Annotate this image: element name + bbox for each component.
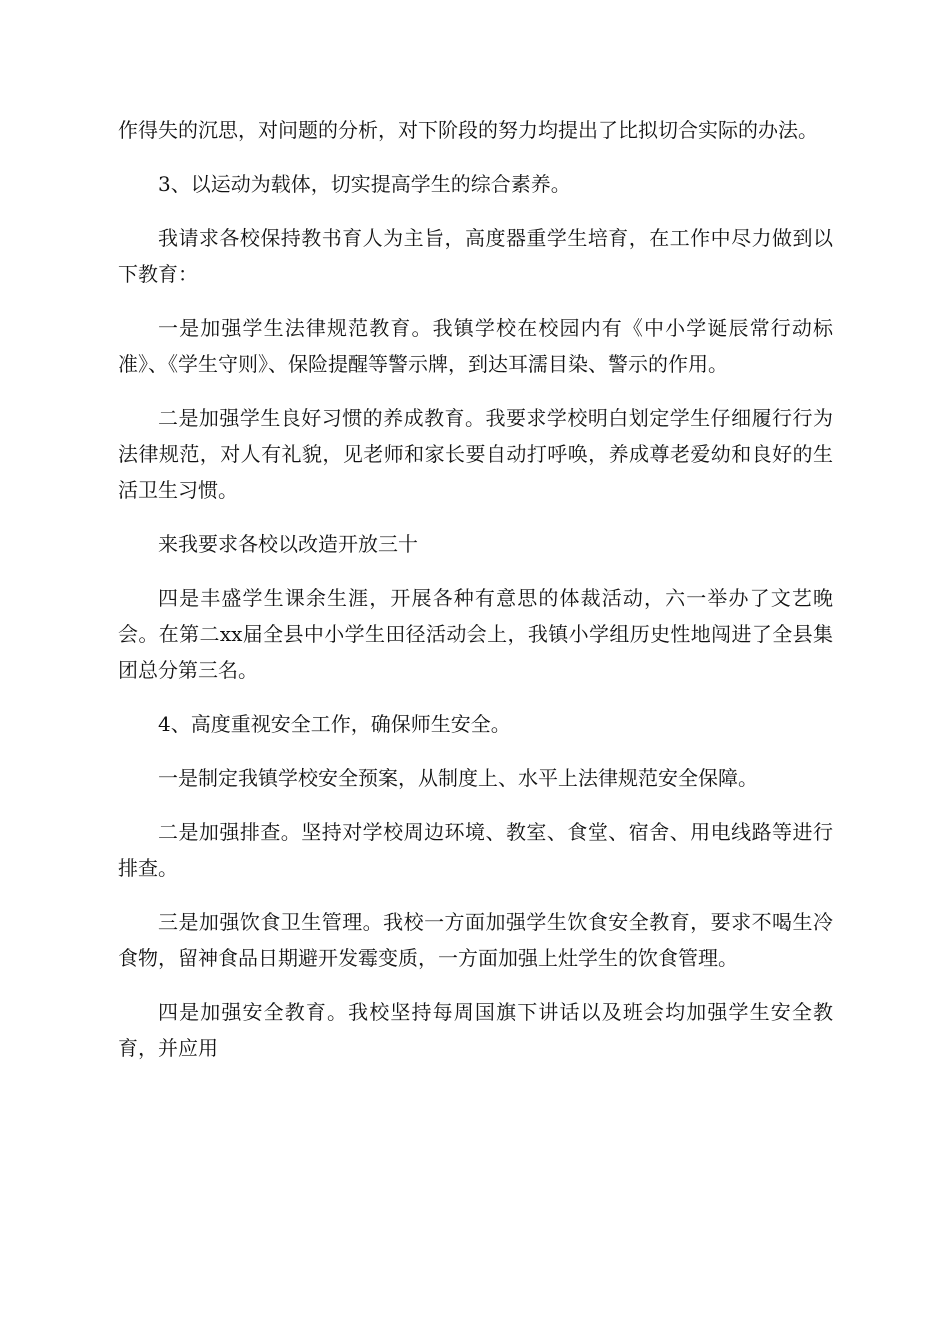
paragraph-8: 4、高度重视安全工作，确保师生安全。	[158, 712, 511, 736]
paragraph-5: 二是加强学生良好习惯的养成教育。我要求学校明白划定学生仔细履行行为法律规范，对人有礼貌，见老师和家长要自动打呼唤，养成尊老爱幼和良好的生活卫生习惯。	[118, 406, 833, 502]
paragraph-1: 作得失的沉思，对问题的分析，对下阶段的努力均提出了比拟切合实际的办法。	[118, 118, 818, 142]
paragraph-6: 来我要求各校以改造开放三十	[158, 532, 418, 556]
paragraph-7: 四是丰盛学生课余生涯，开展各种有意思的体裁活动，六一举办了文艺晚会。在第二xx届全县中小学生田径活动会上，我镇小学组历史性地闯进了全县集团总分第三名。	[118, 586, 833, 682]
paragraph-4: 一是加强学生法律规范教育。我镇学校在校园内有《中小学诞辰常行动标准》、《学生守则》、保险提醒等警示牌，到达耳濡目染、警示的作用。	[118, 316, 833, 376]
paragraph-3: 我请求各校保持教书育人为主旨，高度器重学生培育，在工作中尽力做到以下教育：	[118, 226, 833, 286]
document-body	[118, 112, 833, 1084]
paragraph-2: 3、以运动为载体，切实提高学生的综合素养。	[158, 172, 571, 196]
paragraph-9: 一是制定我镇学校安全预案，从制度上、水平上法律规范安全保障。	[158, 766, 758, 790]
paragraph-10: 二是加强排查。坚持对学校周边环境、教室、食堂、宿舍、用电线路等进行排查。	[118, 820, 833, 880]
paragraph-12: 四是加强安全教育。我校坚持每周国旗下讲话以及班会均加强学生安全教育，并应用	[118, 1000, 833, 1060]
paragraph-11: 三是加强饮食卫生管理。我校一方面加强学生饮食安全教育，要求不喝生冷食物，留神食品日期避开发霉变质，一方面加强上灶学生的饮食管理。	[118, 910, 833, 970]
